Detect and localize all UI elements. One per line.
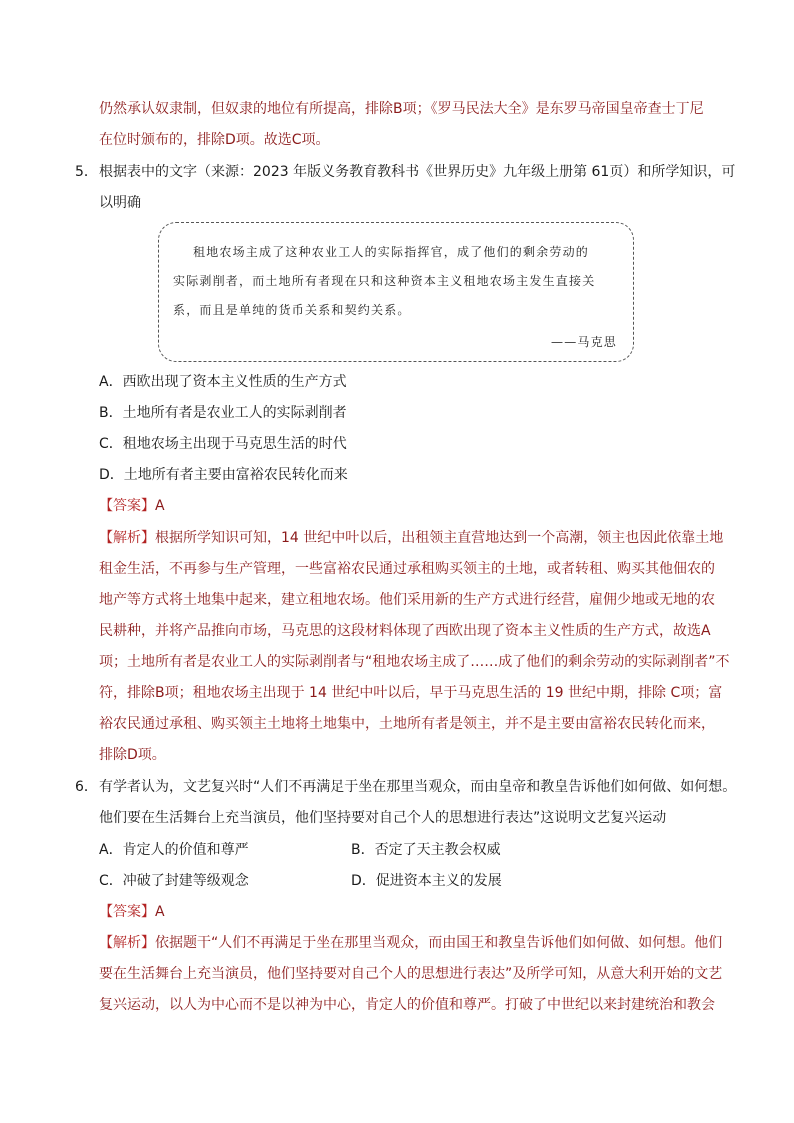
question-6-answer	[99, 902, 165, 922]
question-5-option-b: B．土地所有者是农业工人的实际剥削者	[99, 405, 347, 421]
question-6-option-a: A．肯定人的价值和尊严	[99, 842, 249, 858]
question-5-analysis-line-6: 符，排除B项；租地农场主出现于 14 世纪中叶以后，早于马克思生活的 19 世纪中期，排除 C项；富	[99, 685, 723, 701]
question-6-stem-line-2: 他们要在生活舞台上充当演员，他们坚持要对自己个人的思想进行表达”这说明文艺复兴运动	[99, 810, 667, 826]
quote-author: ——马克思	[551, 335, 618, 349]
question-5-analysis-line-5: 项；土地所有者是农业工人的实际剥削者与“租地农场主成了……成了他们的剩余劳动的实际剥削者”不	[99, 654, 730, 670]
question-6-analysis-line-3: 复兴运动，以人为中心而不是以神为中心，肯定人的价值和尊严。打破了中世纪以来封建统治和教会	[99, 997, 715, 1013]
analysis-text: 依据题干“人们不再满足于坐在那里当观众，而由国王和教皇告诉他们如何做、如何想。他们	[155, 935, 723, 951]
question-5-option-a: A．西欧出现了资本主义性质的生产方式	[99, 374, 347, 390]
question-6-option-b: B．否定了天主教会权威	[351, 842, 501, 858]
answer-value: A	[155, 498, 165, 514]
question-5-stem-line-1: 根据表中的文字（来源：2023 年版义务教育教科书《世界历史》九年级上册第 61页）和所学知识，可	[99, 164, 736, 180]
question-6-analysis-line-2: 要在生活舞台上充当演员，他们坚持要对自己个人的思想进行表达”及所学可知，从意大利开始的文艺	[99, 966, 723, 982]
analysis-text: 根据所学知识可知，14 世纪中叶以后，出租领主直营地达到一个高潮，领主也因此依靠土地	[155, 530, 724, 546]
question-5-answer	[99, 496, 165, 516]
question-5-analysis-line-8: 排除D项。	[99, 747, 166, 763]
question-5-number: 5．	[75, 164, 98, 180]
question-6-number: 6．	[75, 779, 98, 795]
question-6-option-d: D．促进资本主义的发展	[351, 873, 502, 889]
question-6-analysis-line-1	[99, 933, 722, 953]
analysis-tag: 【解析】	[99, 530, 155, 546]
answer-tag: 【答案】	[99, 904, 155, 920]
answer-value: A	[155, 904, 165, 920]
quote-line-2: 实际剥削者，而土地所有者现在只和这种资本主义租地农场主发生直接关	[173, 274, 596, 288]
question-5-option-d: D．土地所有者主要由富裕农民转化而来	[99, 467, 348, 483]
question-6-stem-line-1: 有学者认为，文艺复兴时“人们不再满足于坐在那里当观众，而由皇帝和教皇告诉他们如何做、如何想。	[99, 779, 737, 795]
question-5-analysis-line-7: 裕农民通过承租、购买领主土地将土地集中，土地所有者是领主，并不是主要由富裕农民转化而来，	[99, 716, 715, 732]
quote-line-3: 系，而且是单纯的货币关系和契约关系。	[173, 303, 411, 317]
question-5-analysis-line-2: 租金生活，不再参与生产管理，一些富裕农民通过承租购买领主的土地，或者转租、购买其他佃农的	[99, 561, 715, 577]
analysis-tag: 【解析】	[99, 935, 155, 951]
quote-line-1: 租地农场主成了这种农业工人的实际指挥官，成了他们的剩余劳动的	[193, 245, 590, 259]
answer-tag: 【答案】	[99, 498, 155, 514]
question-5-analysis-line-4: 民耕种，并将产品推向市场，马克思的这段材料体现了西欧出现了资本主义性质的生产方式，故选A	[99, 623, 711, 639]
question-6-option-c: C．冲破了封建等级观念	[99, 873, 249, 889]
question-5-analysis-line-1	[99, 528, 723, 548]
quote-box	[158, 222, 634, 362]
question-5-option-c: C．租地农场主出现于马克思生活的时代	[99, 436, 347, 452]
question-5-stem-line-2: 以明确	[99, 195, 141, 211]
analysis-continuation-line-1: 仍然承认奴隶制，但奴隶的地位有所提高，排除B项；《罗马民法大全》是东罗马帝国皇帝查士丁尼	[99, 101, 704, 117]
question-5-analysis-line-3: 地产等方式将土地集中起来，建立租地农场。他们采用新的生产方式进行经营，雇佣少地或无地的农	[99, 592, 715, 608]
analysis-continuation-line-2: 在位时颁布的，排除D项。故选C项。	[99, 132, 330, 148]
